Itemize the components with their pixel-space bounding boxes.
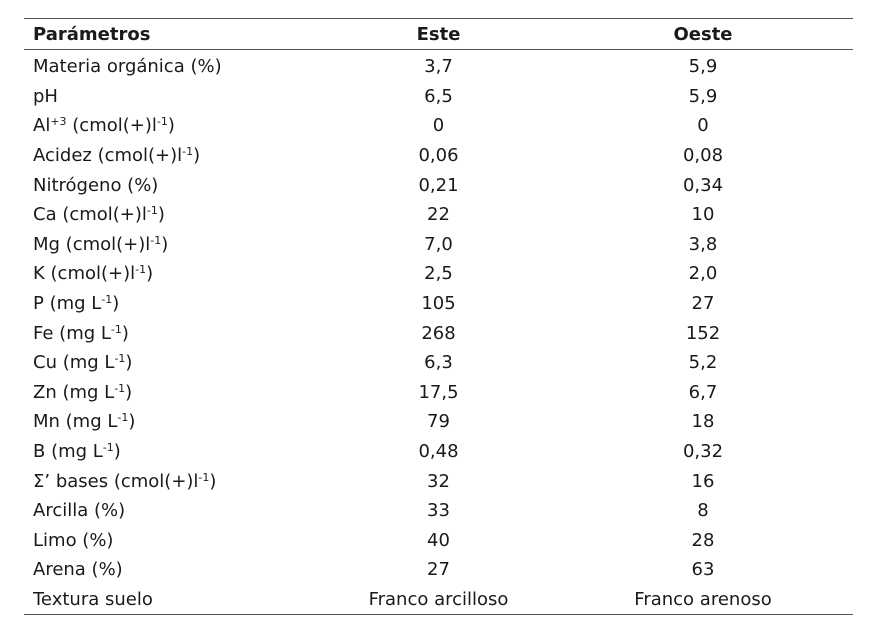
param-label: Materia orgánica (%) — [33, 56, 222, 78]
param-cell — [24, 466, 324, 496]
header-parametros: Parámetros — [33, 23, 151, 45]
param-cell — [24, 141, 324, 171]
param-superscript: -1 — [135, 263, 147, 277]
oeste-value-cell: 5,9 — [688, 85, 718, 107]
table-body — [24, 50, 853, 615]
table-row — [24, 348, 853, 378]
param-label-suffix: ) — [128, 411, 136, 433]
param-label-suffix: ) — [157, 204, 165, 226]
este-value-cell: 33 — [427, 500, 450, 522]
param-superscript: -1 — [101, 293, 113, 307]
oeste-value-cell: 5,2 — [688, 352, 718, 374]
este-value-cell: 40 — [427, 529, 450, 551]
param-superscript: -1 — [198, 470, 210, 484]
table-row — [24, 555, 853, 585]
este-value-cell: Franco arcilloso — [368, 588, 509, 610]
table-row — [24, 82, 853, 112]
oeste-value-cell: 0,34 — [682, 174, 724, 196]
table-row — [24, 50, 853, 82]
este-value-cell: 0,48 — [418, 441, 459, 463]
param-label-suffix: ) — [113, 441, 121, 463]
table-header — [24, 19, 853, 50]
param-superscript: -1 — [114, 352, 126, 366]
param-label-suffix: ) — [112, 293, 120, 315]
table-row — [24, 141, 853, 171]
param-label: Acidez (cmol(+)l — [33, 145, 183, 167]
oeste-value-cell: 16 — [691, 470, 715, 492]
param-superscript: -1 — [110, 322, 122, 336]
param-cell — [24, 111, 324, 141]
param-cell — [24, 318, 324, 348]
header-oeste: Oeste — [673, 23, 733, 45]
table-row — [24, 466, 853, 496]
param-cell — [24, 496, 324, 526]
param-cell — [24, 555, 324, 585]
oeste-value-cell: 18 — [691, 411, 715, 433]
param-cell — [24, 407, 324, 437]
soil-parameters-table-container — [24, 18, 853, 615]
oeste-value-cell: 3,8 — [688, 233, 718, 255]
oeste-value-cell: 28 — [691, 529, 715, 551]
este-value-cell: 27 — [427, 559, 450, 581]
param-label: Arena (%) — [33, 559, 123, 581]
param-cell — [24, 170, 324, 200]
este-value-cell: 2,5 — [424, 263, 453, 285]
param-superscript: -1 — [150, 233, 162, 247]
oeste-value-cell: 2,0 — [688, 263, 718, 285]
param-superscript: -1 — [117, 411, 129, 425]
param-label-suffix: ) — [121, 322, 129, 344]
param-cell — [24, 526, 324, 556]
header-row — [24, 19, 853, 50]
param-cell — [24, 348, 324, 378]
param-label: B (mg L — [33, 441, 103, 463]
oeste-value-cell: 8 — [697, 500, 709, 522]
este-value-cell: 268 — [421, 322, 456, 344]
oeste-value-cell: 27 — [691, 293, 715, 315]
param-label-suffix: (cmol(+)l — [66, 115, 157, 137]
param-label: P (mg L — [33, 293, 102, 315]
param-cell — [24, 50, 324, 82]
param-superscript: -1 — [114, 381, 126, 395]
table-row — [24, 496, 853, 526]
este-value-cell: 105 — [421, 293, 456, 315]
este-value-cell: 17,5 — [418, 381, 459, 403]
param-cell — [24, 289, 324, 319]
param-cell — [24, 585, 324, 615]
este-value-cell: 7,0 — [424, 233, 453, 255]
oeste-value-cell: 63 — [691, 559, 715, 581]
oeste-value-cell: 152 — [685, 322, 721, 344]
param-superscript: -1 — [182, 145, 194, 159]
oeste-value-cell: 0,32 — [682, 441, 724, 463]
este-value-cell: 0,06 — [418, 145, 459, 167]
este-value-cell: 3,7 — [424, 56, 453, 78]
param-label-suffix: ) — [167, 115, 175, 137]
param-label: Al — [33, 115, 51, 137]
param-label: Fe (mg L — [33, 322, 111, 344]
param-label: K (cmol(+)l — [33, 263, 136, 285]
param-label: Arcilla (%) — [33, 500, 126, 522]
param-label-suffix: ) — [209, 470, 217, 492]
param-cell — [24, 378, 324, 408]
param-cell — [24, 200, 324, 230]
table-row — [24, 289, 853, 319]
param-label: Σ’ bases (cmol(+)l — [33, 470, 199, 492]
table-row — [24, 170, 853, 200]
param-superscript: -1 — [102, 441, 114, 455]
param-cell — [24, 259, 324, 289]
param-label-suffix: ) — [161, 233, 169, 255]
este-value-cell: 22 — [427, 204, 450, 226]
param-label-suffix: ) — [125, 352, 133, 374]
oeste-value-cell: 10 — [691, 204, 715, 226]
param-label-suffix: ) — [125, 381, 133, 403]
soil-parameters-table — [24, 18, 853, 615]
este-value-cell: 32 — [427, 470, 450, 492]
oeste-value-cell: 5,9 — [688, 56, 718, 78]
param-label: Nitrógeno (%) — [33, 174, 159, 196]
param-superscript: -1 — [156, 115, 168, 129]
param-label: Textura suelo — [33, 588, 153, 610]
param-label: Ca (cmol(+)l — [33, 204, 147, 226]
param-label: pH — [33, 85, 58, 107]
este-value-cell: 6,5 — [424, 85, 453, 107]
table-row — [24, 318, 853, 348]
param-label: Cu (mg L — [33, 352, 115, 374]
table-row — [24, 407, 853, 437]
param-cell — [24, 82, 324, 112]
oeste-value-cell: 6,7 — [688, 381, 718, 403]
oeste-value-cell: 0 — [697, 115, 709, 137]
este-value-cell: 0,21 — [418, 174, 459, 196]
param-label: Mn (mg L — [33, 411, 118, 433]
table-row — [24, 437, 853, 467]
param-cell — [24, 437, 324, 467]
param-label-suffix: ) — [193, 145, 201, 167]
table-row — [24, 111, 853, 141]
param-label: Zn (mg L — [33, 381, 115, 403]
table-row — [24, 585, 853, 615]
oeste-value-cell: Franco arenoso — [634, 588, 772, 610]
param-superscript: -1 — [146, 204, 158, 218]
este-value-cell: 6,3 — [424, 352, 453, 374]
param-superscript: +3 — [50, 115, 67, 129]
table-row — [24, 526, 853, 556]
este-value-cell: 79 — [427, 411, 450, 433]
oeste-value-cell: 0,08 — [682, 145, 724, 167]
table-row — [24, 259, 853, 289]
header-este: Este — [416, 23, 461, 45]
table-row — [24, 378, 853, 408]
param-cell — [24, 230, 324, 260]
param-label: Mg (cmol(+)l — [33, 233, 151, 255]
table-row — [24, 230, 853, 260]
este-value-cell: 0 — [432, 115, 445, 137]
table-row — [24, 200, 853, 230]
param-label: Limo (%) — [33, 529, 114, 551]
param-label-suffix: ) — [146, 263, 154, 285]
